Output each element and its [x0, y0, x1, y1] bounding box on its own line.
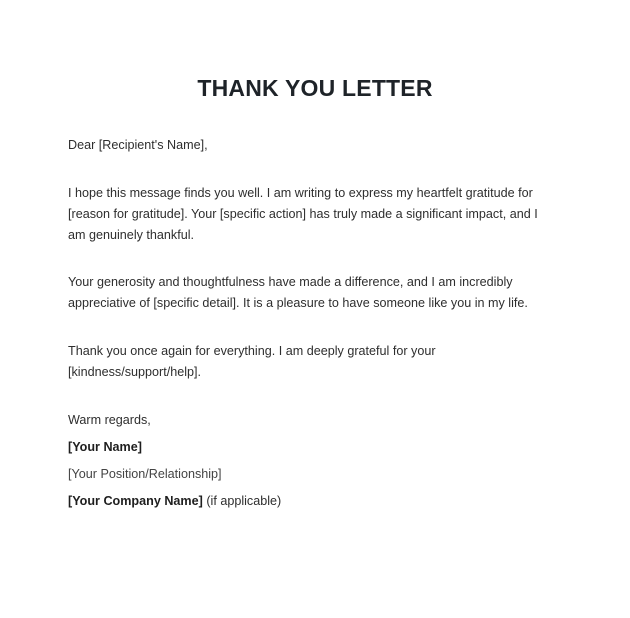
paragraph-1	[68, 183, 558, 246]
paragraph-line: appreciative of [specific detail]. It is a pleasure to have someone like you in my life.	[68, 296, 528, 310]
letter-title: THANK YOU LETTER	[197, 75, 433, 101]
signature-position: [Your Position/Relationship]	[68, 467, 222, 481]
signature-name: [Your Name]	[68, 440, 142, 454]
closing: Warm regards,	[68, 413, 151, 427]
paragraph-line: am genuinely thankful.	[68, 228, 195, 242]
paragraph-line: I hope this message finds you well. I am writing to express my heartfelt gratitude for	[68, 186, 533, 200]
signature-company: [Your Company Name]	[68, 494, 203, 508]
paragraph-line: Your generosity and thoughtfulness have made a difference, and I am incredibly	[68, 275, 513, 289]
paragraph-2	[68, 272, 558, 314]
paragraph-line: [reason for gratitude]. Your [specific action] has truly made a significant impact, and I	[68, 207, 538, 221]
paragraph-line: Thank you once again for everything. I am deeply grateful for your	[68, 344, 436, 358]
salutation: Dear [Recipient's Name],	[68, 138, 208, 152]
paragraph-3	[68, 341, 558, 383]
paragraph-line: [kindness/support/help].	[68, 365, 202, 379]
signature-company-note: (if applicable)	[202, 494, 282, 508]
signature-company-line	[68, 491, 281, 512]
